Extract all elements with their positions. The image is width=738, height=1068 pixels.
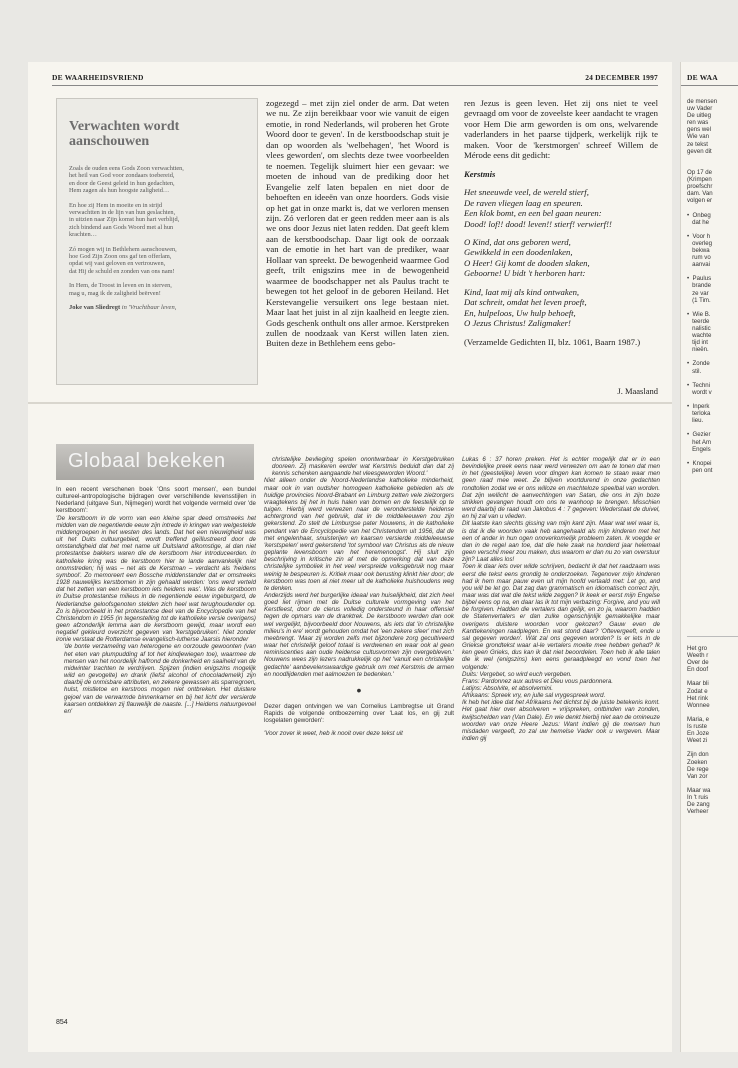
next-page-line: • Paulus: [687, 275, 712, 283]
banner-title: Globaal bekeken: [68, 450, 226, 472]
article-column-3: [464, 98, 658, 398]
next-page-line: Zijn don: [687, 751, 709, 759]
next-page-line: het Am: [687, 438, 712, 446]
next-page-line: Zoeken: [687, 758, 708, 766]
next-page-line: gens wel: [687, 126, 712, 134]
next-page-line: ze var: [687, 289, 709, 297]
paragraph: Afrikaans: Spreek vry, en julle sal vrygespreek word.: [462, 692, 606, 700]
next-page-line: proefschr: [687, 183, 713, 191]
paragraph: Dezer dagen ontvingen we van Cornelius Lambregtse uit Grand Rapids de volgende ontboezeming over 'Laat los, en gij zult losgelaten geworden':: [264, 703, 454, 725]
poem-author: Joke van Sliedregt: [69, 304, 121, 312]
next-page-edge: [680, 62, 738, 1052]
next-page-line: ze tekst: [687, 140, 708, 148]
kerstmis-stanza: O Kind, dat ons geboren werd, Gewikkeld in een doodenlaken, O Heer! Gij komt de dooden slaken, Geboorne! U bidt 't herboren hart:: [464, 236, 590, 279]
next-page-line: Het gro: [687, 645, 707, 652]
globaal-column-2: [264, 456, 454, 1026]
next-page-line: [687, 709, 738, 716]
next-page-line: nieën.: [687, 346, 709, 354]
poem-stanza: In Hem, de Troost in leven en in sterven, mag u, mag ik de zaligheid beërven!: [69, 282, 172, 297]
next-page-rule: [681, 85, 738, 86]
next-page-header: DE WAA: [687, 73, 718, 82]
next-page-line: de mensen: [687, 98, 718, 105]
header-left: DE WAARHEIDSVRIEND: [52, 73, 144, 82]
next-page-line: aanvai: [687, 261, 711, 269]
next-page-line: De zang: [687, 801, 710, 809]
next-page-line: De uitleg: [687, 112, 712, 120]
next-page-line: Maar bli: [687, 680, 709, 688]
next-page-line: rum vo: [687, 254, 711, 262]
paragraph: Anderzijds werd het burgerlijke ideaal van huiselijkheid, dat zich heel goed liet rijmen met de Duitse culturele vormgeving van het Kerstfeest, door de clerus volledig ondersteund in haar offensief tegen de opmars van de dranktrek. De kerstboom werden dan ook wel vergelijkt, bijvoorbeeld door Nouwens, als iets dat 'in christelijke milieu's in ere' wordt gehouden omdat het 'een zekere sfeer' met zich meebrengt. 'Maar zij worden zelfs met bijzondere zorg gecultiveerd waar het christelijk geloof totaal is verdwenen en waar ook al geen reminiscenties aan oude heidense cultusvormen zijn overgebleven.' Nouwens wees zijn lezers nadrukkelijk op het 'vanuit een christelijke gedachte' aanbevelenswaardige gebruik om met Kerstmis de armen en noodlijdenden met aalmoezen te bedenken.': [264, 591, 454, 678]
globaal-column-3: [462, 456, 660, 1036]
next-page-line: [687, 304, 738, 311]
next-page-line: Weeth r: [687, 652, 709, 660]
next-page-line: Wonnee: [687, 701, 710, 709]
next-page-line: Over de: [687, 659, 709, 667]
next-page-line: [687, 673, 738, 680]
page-number: 854: [56, 1019, 68, 1026]
next-page-line: • Onbeg: [687, 211, 711, 219]
article-text: ren Jezus is geen leven. Het zij ons niet te veel gevraagd om voor de zoveelste keer aandacht te vragen voor Hem Die arm geworden is om ons, welvarende vaderlanders in het paarse tijdperk, werkelijk rijk te maken. Voor de 'kerstmorgen' schreef Willem de Mérode eens dit gedicht:: [464, 98, 658, 161]
next-page-line: [687, 453, 738, 460]
poem-source: in 'Vruchtbaar leven,: [121, 304, 177, 312]
next-page-line: nalistic: [687, 325, 711, 332]
next-page-line: • Inperk: [687, 403, 710, 411]
next-page-line: Op 17 de: [687, 168, 713, 176]
paragraph: Niet alleen onder de Noord-Nederlandse katholieke minderheid, maar ook in van oudsher homogeen katholieke gebieden als de huidige provincies Noord-Brabant en Limburg zetten vele zielzorgers vraagtekens bij het in huis halen van bomen en de feestelijk op te tuigen. Hierbij werd verwezen naar de veronderstelde heidense achtergrond van het gebruik, dat in de middeleeuwen zou zijn gekerstend. Zo stelt de Limburgse pater Nouwens, in de katholieke pendant van de Encyclopedie van het Christendom uit 1956, dat de met engelenhaar, snuisterijen en kaarsen versierde middeleeuwse 'kerstspelen' werd gekerstend 'tot symbool van Christus als de nieuw geplante levensboom van het heremenoogst'. Hij sluit zijn beschrijving in kritische zin af met de opmerking dat van deze christelijke symboliek in het veel verspreide volksgebruik nog maar weinig te bespeuren is. Kritiek maar ook berusting klinkt hier door; de kerstboom was toen al niet meer uit de katholieke huishoudens weg te denken.: [264, 477, 454, 592]
next-page-line: Weet zi: [687, 737, 708, 745]
next-page-line: [687, 204, 738, 211]
next-page-line: Wie van: [687, 133, 710, 141]
kerstmis-stanza: Het sneeuwde veel, de wereld stierf, De raven vliegen laag en speuren. Een klok bomt, en een bel gaan neuren: Dood! lof!! dood! leven!! stierf! verwierf!!: [464, 187, 612, 229]
next-page-line: pen ont: [687, 466, 713, 474]
next-page-line: • Wie B.: [687, 310, 711, 318]
paragraph: In een recent verschenen boek 'Ons soort mensen', een bundel cultureel-antropologische bijdragen over verschillende levensstijlen in Nederland (uitgave Sun, Nijmegen) wordt het volgende vermeld over 'de kerstboom':: [56, 486, 256, 515]
poem-box: [56, 98, 258, 385]
next-page-line: dam. Van: [687, 190, 713, 198]
next-page-line: In 't ruis: [687, 793, 709, 801]
next-page-line: Zodat e: [687, 687, 708, 695]
paragraph: Dit laatste kan slechts gissing van mijn kant zijn. Maar wat wel waar is, is dat ik die woorden vaak heb aangehaald als mijn kinderen met het een of ander in hun ogen onoverkomelijk probleem zaten. Ik voegde er dan in de regel aan toe, dat die hele zaak na honderd jaar helemaal geen verschil meer zou maken, dus waarom er dan nu zo van overstuur zijn? Laat alles los!: [462, 520, 660, 564]
next-page-line: wordt v: [687, 388, 712, 396]
next-page-line: volgen er: [687, 197, 713, 205]
next-page-line: Van zor: [687, 772, 708, 780]
next-page-line: teerde: [687, 317, 710, 325]
poem-stanza: En hoe zij Hem in moeite en in strijd verwachtten in de lijn van hun geslachten, in uitzien naar Zijn komst hun hart verblijd, zich bindend aan Gods Woord met al hun krachten…: [69, 201, 180, 239]
next-page-line: • Knopei: [687, 459, 712, 467]
next-page-line: tijd int: [687, 339, 708, 347]
next-page-line: lieu.: [687, 417, 704, 425]
poem-stanza: Zoals de ouden eens Gods Zoon verwachtten, het heil van God voor zondaars toebereid, en door de Geest geleid in hun gedachten, Hem zagen als hun hoogste zaligheid…: [69, 165, 184, 195]
kerstmis-title: Kerstmis: [464, 168, 496, 179]
article-column-2: [266, 98, 449, 398]
poem-title: Verwachten wordt aanschouwen: [69, 119, 180, 149]
next-page-line: Maria, e: [687, 715, 710, 723]
paragraph: 'de bonte verzameling van heterogene en oorzoude gewoonten (van het eten van plumpudding af tot het kindjewiegen toe), waarmee de mensen van het noordelijk halfrond de donkerheid en saaiheid van de midwinter trachten te verdrijven. Spijzen (indien enigszins mogelijk wild en gevogelte) en drank (liefst alcohol of chocolademelk) zijn daarbij de onmisbare attributen, en zekere gewassen als sparregroen, hulst, mistletoe en kerstroos mogen niet ontbreken. Het duistere gejoel van de verwarmde binnenkamer en bij het licht der versierde kaarsen ontdekken zij flauwelijk de naaste. [...] Heidens natuurgevoel en': [64, 643, 256, 715]
paragraph: Ik heb het idee dat het Afrikaans het dichtst bij de juiste betekenis komt. Het gaat hier over absolveren = vrijspreken, ontbinden van zonden, kwijtschelden van (Van Dale). En wie denkt hierbij niet aan de omineuze woorden van onze Heere Jezus: Want indien gij de mensen hun misdaden vergeeft, zo zal uw hemelse Vader ook u vergeven. Maar indien gij: [462, 699, 660, 743]
paragraph: 'Voor zover ik weet, heb ik nooit over deze tekst uit: [264, 730, 403, 738]
next-page-line: De rege: [687, 765, 709, 773]
next-page-line: (1 Tim.: [687, 296, 711, 304]
paragraph: Toen ik daar iets over wilde schrijven, bedacht ik dat het raadzaam was eerst die tekst eens grondig te onderzoeken. Tegenover mijn kinderen had ik hem maar pauw even uit mijn hoofd vertaald met: Let go, and you will be let go. Dat zag dan grammatisch en idiomatisch correct zijn, maar was dat wat die tekst wilde zeggen? Ik keek er eerst mijn Engelse bijbel eens op na, en daar las ik tot mijn verbazing: Forgive, and you will be forgiven. Hadden die vertalers dan gelijk, en zo ja, waarom hadden de Statenvertalers er dan zulke ogenschijnlijk gemakkelijke maar overigens duistere woorden voor gekozen? Gauw even de Kanttekeningen raadplegen. En wat stond daar? 'Oftevergeeft, ende u sal gegeven worden'. Wát zal ons gegeven worden? Is er iets in de Griekse grondtekst waar al-le vertalers moeite mee hebben gehad? Ik ken geen Grieks, dus kan ik dat niet beoordelen. Toen heb ik alle talen die ik wel (enigszins) ken eens geraadpleegd en vond toen het volgende:: [462, 563, 660, 671]
poem-signature: [69, 304, 247, 311]
header-rule: [52, 85, 658, 86]
article-text: zogezegd – met zijn ziel onder de arm. Dat weten we nu. Ze zijn bereikbaar voor wie vanuit de eigen emotie, in rond Nederlands, wil proberen het Grote Woord door te geven'. In de kerstboodschap stuit je dan op woorden als 'welbehagen', 'het Woord is vlees geworden', om slechts deze twee voorbeelden te noemen. Tegelijk sluimert hier een gevaar: we moeten de inhoud van de prediking door het Evangelie zelf laten bepalen en niet door de behoeften en ideeën van onze hoorders. Gods visie op het gat in onze markt is, dat we verloren mensen zijn. Zó verloren dat er geen redden meer aan is als we ons door Jezus niet laten redden. Dat geeft klem aan de kerstboodschap. Daar ligt ook de oorzaak van de emotie in het hart van de prediker, waar Hollaar van spreekt. De bewogenheid waarmee God geeft, trilt enigszins mee in de bewogenheid waarmee de boodschapper net als Paulus tracht te bewegen tot het geloof in de geboren Heiland. Het Kerstevangelie versuikert ons lege bestaan niet. Maar laat het juist in al zijn kaalheid en leegte zien. Gods geschenk onthult ons aller armoe. Kerstpreken zullen de noodzaak van Kerst willen laten zien. Buiten deze in Bethlehem eens gebo-: [266, 98, 449, 349]
next-page-line: Het rink: [687, 694, 708, 702]
next-page-line: stil.: [687, 367, 702, 375]
next-page-poem: [687, 636, 738, 815]
paragraph: Latijns: Absolvite, et absolvemini.: [462, 685, 553, 692]
next-page-line: terloka: [687, 410, 711, 418]
article-author: J. Maasland: [617, 386, 658, 396]
next-page-line: [687, 780, 738, 787]
section-bullet: •: [356, 681, 362, 698]
kerstmis-stanza: Kind, laat mij als kind ontwaken, Dat schreit, omdat het leven proeft, En, hulpeloos, Uw hulp behoeft, O Jezus Christus! Zaligmaker!: [464, 286, 587, 329]
next-page-line: [687, 268, 738, 275]
next-page-line: uw Vader: [687, 105, 713, 113]
section-banner: [56, 444, 254, 480]
next-page-line: • Gezier: [687, 431, 711, 439]
next-page-line: overleg: [687, 239, 713, 247]
next-page-line: Is ruste: [687, 723, 707, 731]
next-page-line: [687, 353, 738, 360]
next-page-line: (Krimpen: [687, 176, 712, 184]
next-page-line: brande: [687, 282, 712, 290]
paragraph: Duits: Vergebet, so wird euch vergeben.: [462, 670, 572, 678]
next-page-line: [687, 155, 738, 162]
next-page-line: En Joze: [687, 730, 710, 738]
poem-body: [69, 165, 247, 297]
paragraph: 'De kerstboom in de vorm van een kleine spar deed omstreeks het midden van de negentiende eeuw zijn intrede in kringen van welgestelde middengroepen in het westen des lands. Dat het een nieuwigheid was uit het Duits cultuurgebied, wordt treffend geïllustreerd door de omstandigheid dat het met name uit Duitsland afkomstige, al dan niet protestantse bakkers waren die de kerstboom hier introduceerden. In katholieke kring was de kerstboom hier te lande aanvankelijk niet onomstreden; hij was – net als de Kerstman – verdacht als 'heidens symbool'. Zo memoreert een Bossche middenstander dat er omstreeks 1928 nauwelijks kerstbomen in zijn gehaald werden: 'ons werd verteld dat het zetten van een kerstboom iets heidens was'. Was de kerstboom in Duitse protestantse milieus in de negentiende eeuw ingeburgerd, de Nederlandse geloofsgenoten stelden zich heel wat terughoudender op. Zo is bijvoorbeeld in het protestantse deel van de Encyclopedie van het Christendom in 1955 (in tegenstelling tot de katholieke versie overigens) geen afzonderlijk lemma aan de kerstboom gewijd, maar wordt een negatief gekleurd overzicht gegeven van 'kerstgebruiken'. Niet zonder ironie verstaat de Rotterdamse evangelisch-lutherse Jaarsis hieronder: [56, 514, 256, 644]
next-page-line: wachte: [687, 332, 712, 340]
next-page-line: dat he: [687, 218, 710, 226]
poem-citation: (Verzamelde Gedichten II, blz. 1061, Baarn 1987.): [464, 336, 641, 347]
next-page-line: geven dit: [687, 147, 712, 155]
poem-stanza: Zó mogen wij in Bethlehem aanschouwen, hoe God Zijn Zoon ons gaf ten offerlam, opdat wij vast geloven en vertrouwen, dat Hij de schuld en zonden van ons nam!: [69, 245, 177, 275]
next-page-line: ren was: [687, 119, 709, 127]
next-page-line: [687, 396, 738, 403]
next-page-line: • Voor h: [687, 232, 711, 240]
next-page-line: En doof: [687, 666, 709, 674]
globaal-column-1: [56, 486, 256, 1026]
next-page-text: [687, 98, 738, 474]
next-page-line: Verheer: [687, 808, 709, 816]
next-page-line: • Zonde: [687, 360, 710, 368]
next-page-line: Engels: [687, 445, 711, 453]
next-page-line: [687, 744, 738, 751]
page: [28, 62, 672, 1052]
header-date: 24 DECEMBER 1997: [585, 73, 658, 82]
next-page-line: [687, 375, 738, 382]
next-page-line: [687, 424, 738, 431]
section-divider: [28, 402, 672, 404]
paragraph: christelijke bevlieging spelen onontwarbaar in Kerstgebruiken dooreen. Zij maskeren eerder wat Kerstmis beduidt dan dat zij kennis schenken aangaande het vleesgeworden Woord.': [272, 456, 454, 478]
next-page-line: • Techni: [687, 381, 711, 389]
paragraph: Frans: Pardonnez aux autres et Dieu vous pardonnera.: [462, 677, 613, 685]
next-page-line: [687, 162, 738, 169]
next-page-line: Maar wa: [687, 786, 711, 794]
paragraph: Lukas 6 : 37 horen preken. Het is echter mogelijk dat er in een bevindelijke preek eens naar werd verwezen om aan te tonen dat men in het (geestelijke) leven voor dingen kan komen te staan waar men geen raad mee weet. Ze blijven voortdurend in onze gedachten rondtollen zodat we er ons willoze en machteloze speelbal van worden. Dat zijn wellicht de aanvechtingen van Satan, die ons in zijn boze strikken gevangen houdt om ons te wanhoop te brengen. Misschien werd daarbij de raad van Jakobus 4 : 7 gegeven: Wederstaat de duivel, en hij zal van u vlieden.: [462, 456, 660, 521]
next-page-line: bekwa: [687, 246, 710, 254]
next-page-line: [687, 226, 738, 233]
